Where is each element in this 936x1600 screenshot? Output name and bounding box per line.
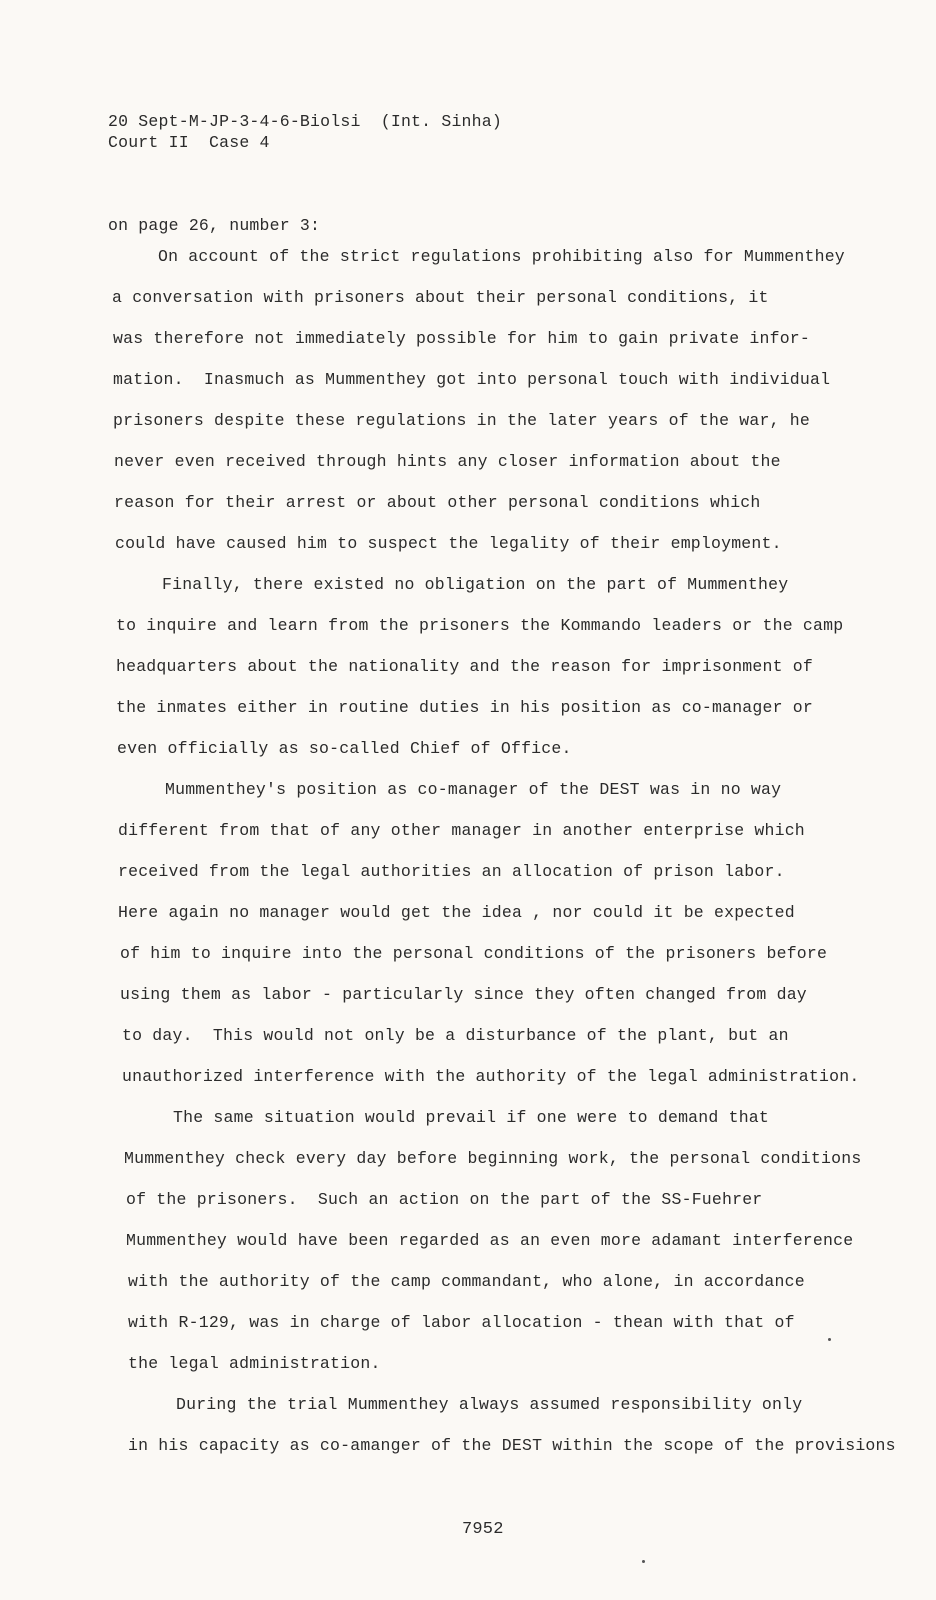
text-line: in his capacity as co-amanger of the DEST within the scope of the provisions bbox=[128, 1436, 896, 1455]
paper-speck bbox=[642, 1560, 645, 1563]
text-line: prisoners despite these regulations in the later years of the war, he bbox=[113, 411, 811, 430]
text-line: reason for their arrest or about other personal conditions which bbox=[114, 493, 761, 512]
text-line: was therefore not immediately possible for him to gain private infor- bbox=[113, 329, 811, 348]
text-line: with R-129, was in charge of labor allocation - thean with that of bbox=[128, 1313, 795, 1332]
text-line: of him to inquire into the personal conditions of the prisoners before bbox=[120, 944, 828, 963]
text-line: mation. Inasmuch as Mummenthey got into personal touch with individual bbox=[113, 370, 831, 389]
text-line: the legal administration. bbox=[128, 1354, 381, 1373]
text-line: of the prisoners. Such an action on the part of the SS-Fuehrer bbox=[126, 1190, 763, 1209]
text-line: headquarters about the nationality and the reason for imprisonment of bbox=[116, 657, 814, 676]
text-line: a conversation with prisoners about their personal conditions, it bbox=[112, 288, 769, 307]
text-line: unauthorized interference with the authority of the legal administration. bbox=[122, 1067, 860, 1086]
text-line: Mummenthey's position as co-manager of the DEST was in no way bbox=[165, 780, 782, 799]
text-line: even officially as so-called Chief of Office. bbox=[117, 739, 572, 758]
text-line: never even received through hints any closer information about the bbox=[114, 452, 781, 471]
text-line: could have caused him to suspect the legality of their employment. bbox=[115, 534, 782, 553]
text-line: different from that of any other manager in another enterprise which bbox=[118, 821, 805, 840]
text-line: Mummenthey would have been regarded as an even more adamant interference bbox=[126, 1231, 854, 1250]
text-line: received from the legal authorities an allocation of prison labor. bbox=[118, 862, 785, 881]
page-number: 7952 bbox=[462, 1520, 504, 1539]
text-line: to inquire and learn from the prisoners the Kommando leaders or the camp bbox=[116, 616, 844, 635]
text-line: Finally, there existed no obligation on the part of Mummenthey bbox=[162, 575, 789, 594]
text-line: On account of the strict regulations prohibiting also for Mummenthey bbox=[158, 247, 845, 266]
header-reference: 20 Sept-M-JP-3-4-6-Biolsi (Int. Sinha) bbox=[108, 112, 502, 131]
text-line: Here again no manager would get the idea , nor could it be expected bbox=[118, 903, 795, 922]
text-line: with the authority of the camp commandant, who alone, in accordance bbox=[128, 1272, 805, 1291]
text-line: During the trial Mummenthey always assumed responsibility only bbox=[176, 1395, 803, 1414]
header-court: Court II Case 4 bbox=[108, 133, 270, 152]
text-line: using them as labor - particularly since they often changed from day bbox=[120, 985, 807, 1004]
text-line: to day. This would not only be a disturbance of the plant, but an bbox=[122, 1026, 789, 1045]
intro-line: on page 26, number 3: bbox=[108, 216, 321, 235]
text-line: the inmates either in routine duties in his position as co-manager or bbox=[116, 698, 814, 717]
text-line: Mummenthey check every day before beginning work, the personal conditions bbox=[124, 1149, 862, 1168]
text-line: The same situation would prevail if one were to demand that bbox=[173, 1108, 769, 1127]
paper-speck bbox=[828, 1338, 831, 1341]
